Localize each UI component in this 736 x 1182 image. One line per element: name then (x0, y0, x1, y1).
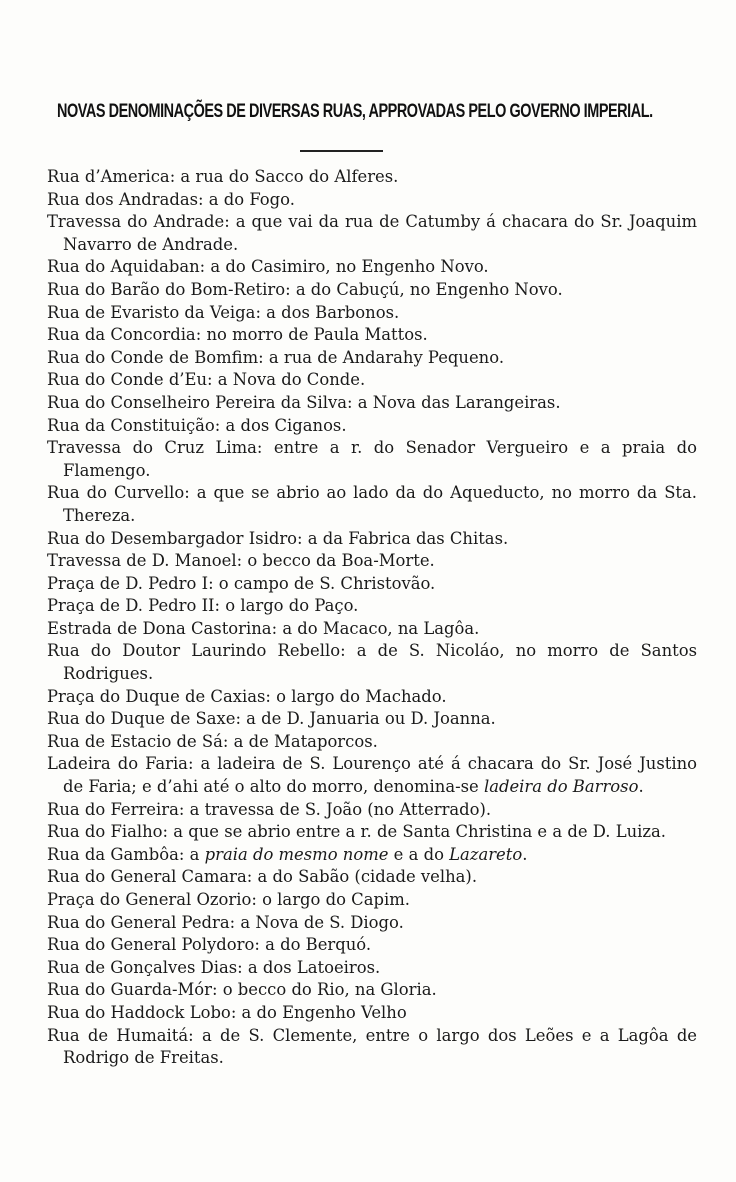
former-name: : a dos Latoeiros. (237, 957, 381, 977)
street-name: Ladeira do Faria (47, 754, 188, 774)
street-entry (47, 799, 697, 822)
title-divider (300, 150, 383, 152)
former-name: : a do Macaco, na Lagôa. (271, 618, 480, 638)
street-name: Rua de Humaitá (47, 1025, 189, 1045)
former-name: : a (178, 844, 205, 864)
street-entry (47, 1025, 697, 1070)
street-entry (47, 821, 697, 844)
street-name: Rua do Doutor Laurindo Rebello (47, 641, 341, 661)
former-name: : o campo de S. Christovão. (208, 573, 436, 593)
former-name: : o largo do Capim. (251, 890, 410, 909)
street-name: Rua do Haddock Lobo (47, 1002, 231, 1022)
former-name: : a da Fabrica das Chitas. (297, 528, 509, 548)
street-entry (47, 392, 697, 415)
entry-text: . (522, 844, 528, 864)
street-entry (47, 528, 697, 551)
street-entry (47, 640, 697, 685)
street-name: Travessa do Cruz Lima (47, 438, 257, 458)
street-name: Praça do General Ozorio (47, 890, 252, 909)
street-entry (47, 979, 697, 1002)
former-name: : a de D. Januaria ou D. Joanna. (235, 709, 496, 729)
entry-text: e a do (388, 844, 450, 864)
street-entry (47, 686, 697, 709)
former-name: : o largo do Paço. (214, 596, 359, 616)
former-name: : a que vai da rua de Catumby á chacara do Sr. Joaquim Navarro de Andrade. (63, 212, 697, 254)
former-name: : entre a r. do Senador Vergueiro e a praia do Flamengo. (63, 438, 697, 480)
street-entry (47, 844, 697, 867)
street-name: Rua do Conselheiro Pereira da Silva (47, 392, 347, 412)
street-entry (47, 482, 697, 527)
former-name: : a de S. Clemente, entre o largo dos Leões e a Lagôa de Rodrigo de Freitas. (63, 1025, 698, 1068)
former-name: : a de Mataporcos. (222, 731, 378, 751)
street-name: Rua de Estacio de Sá (47, 731, 223, 751)
former-name: : a de S. Nicoláo, no morro de Santos Rodrigues. (63, 641, 697, 684)
former-name: : a do Cabuçú, no Engenho Novo. (285, 279, 563, 299)
street-entry (47, 595, 697, 618)
former-name: : a dos Ciganos. (214, 415, 347, 435)
street-entry (47, 550, 697, 573)
street-name: Praça de D. Pedro I (47, 573, 209, 593)
street-entry (47, 889, 697, 912)
street-name: Praça do Duque de Caxias (47, 686, 266, 706)
street-entry (47, 324, 697, 347)
former-name: : a rua de Andarahy Pequeno. (258, 347, 505, 367)
street-entry (47, 866, 697, 889)
former-name: : a ladeira de S. Lourenço até á chacara do Sr. José Justino de Faria; e d’ahi até o alto do morro, denomina-se (63, 754, 698, 797)
street-name: Rua do Duque de Saxe (47, 709, 236, 729)
street-name: Rua do General Pedra (47, 912, 230, 932)
street-name: Rua de Gonçalves Dias (47, 957, 238, 977)
street-name: Travessa de D. Manoel (47, 551, 237, 571)
former-name: : a que se abrio entre a r. de Santa Christina e a de D. Luiza. (162, 822, 667, 842)
street-entry (47, 753, 697, 798)
street-entry (47, 934, 697, 957)
former-name: : a rua do Sacco do Alferes. (169, 167, 399, 186)
page-title: NOVAS DENOMINAÇÕES DE DIVERSAS RUAS, APPROVADAS PELO GOVERNO IMPERIAL. (57, 100, 653, 122)
former-name: : a do Fogo. (198, 189, 295, 209)
street-name: Rua do Guarda-Mór (47, 980, 212, 1000)
street-entry (47, 708, 697, 731)
street-entry (47, 166, 697, 189)
street-entry (47, 279, 697, 302)
street-entry (47, 302, 697, 325)
street-list (47, 166, 697, 1070)
entry-text: . (638, 777, 644, 797)
street-entry (47, 347, 697, 370)
street-name: Rua dos Andradas (47, 189, 199, 209)
italic-name: Lazareto (449, 844, 523, 864)
former-name: : a do Engenho Velho (230, 1002, 407, 1022)
former-name: : a Nova das Larangeiras. (347, 392, 561, 412)
street-entry (47, 1002, 697, 1025)
street-entry (47, 256, 697, 279)
street-entry (47, 618, 697, 641)
former-name: : a do Berquó. (254, 935, 372, 955)
street-entry (47, 437, 697, 482)
street-name: Travessa do Andrade (47, 212, 225, 232)
former-name: : o largo do Machado. (265, 686, 447, 706)
former-name: : o becco do Rio, na Gloria. (212, 980, 437, 1000)
street-name: Praça de D. Pedro II (47, 596, 215, 616)
italic-name: ladeira do Barroso (483, 777, 639, 797)
street-name: Rua d’America (47, 167, 170, 186)
street-name: Rua do Aquidaban (47, 257, 200, 277)
street-name: Rua da Gambôa (47, 844, 179, 864)
street-name: Rua do Desembargador Isidro (47, 528, 298, 548)
former-name: : o becco da Boa-Morte. (236, 551, 435, 571)
street-name: Rua do Barão do Bom-Retiro (47, 279, 286, 299)
street-name: Rua do Curvello (47, 483, 185, 503)
former-name: : a travessa de S. João (no Atterrado). (178, 799, 492, 819)
street-entry (47, 189, 697, 212)
street-entry (47, 573, 697, 596)
street-name: Rua do Conde d’Eu (47, 370, 208, 390)
former-name: : a do Sabão (cidade velha). (246, 867, 478, 887)
former-name: : a que se abrio ao lado da do Aqueducto, no morro da Sta. Thereza. (63, 483, 697, 525)
street-name: Rua do General Polydoro (47, 935, 255, 955)
street-name: Rua de Evaristo da Veiga (47, 302, 256, 322)
street-entry (47, 211, 697, 256)
street-name: Rua da Concordia (47, 325, 196, 345)
street-name: Rua do Conde de Bomfim (47, 347, 259, 367)
street-name: Rua do Fialho (47, 822, 163, 842)
former-name: : a dos Barbonos. (255, 302, 400, 322)
italic-name: praia do mesmo nome (204, 844, 389, 864)
street-name: Rua da Constituição (47, 415, 215, 435)
street-entry (47, 957, 697, 980)
street-name: Rua do Ferreira (47, 799, 179, 819)
former-name: : a Nova do Conde. (207, 370, 366, 390)
street-entry (47, 369, 697, 392)
street-entry (47, 415, 697, 438)
street-entry (47, 912, 697, 935)
street-entry (47, 731, 697, 754)
former-name: : no morro de Paula Mattos. (195, 325, 428, 345)
street-name: Rua do General Camara (47, 867, 247, 887)
street-name: Estrada de Dona Castorina (47, 618, 272, 638)
former-name: : a Nova de S. Diogo. (229, 912, 404, 932)
former-name: : a do Casimiro, no Engenho Novo. (199, 257, 489, 277)
